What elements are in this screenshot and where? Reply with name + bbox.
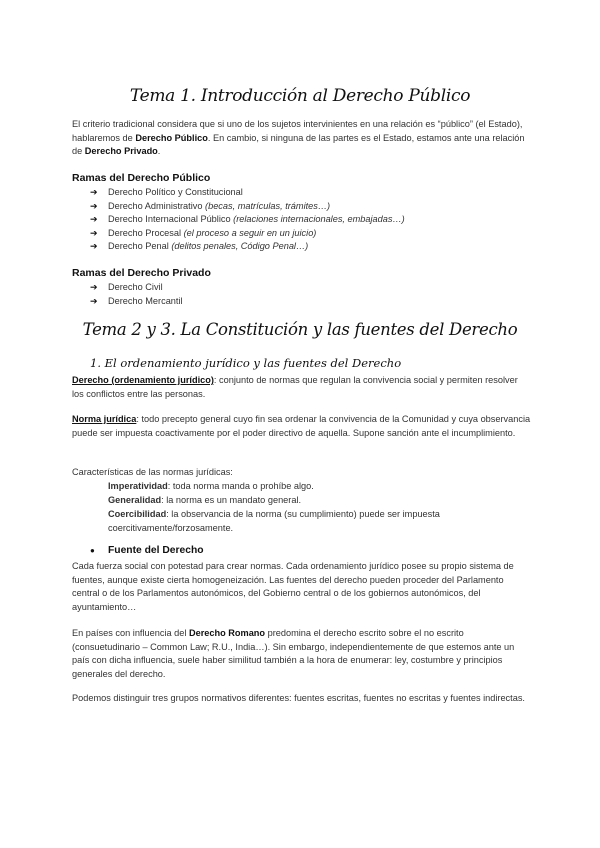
caracteristicas-lead: Características de las normas jurídicas: xyxy=(72,467,233,477)
intro-bold-publico: Derecho Público xyxy=(135,132,208,143)
def-norma xyxy=(72,413,532,440)
intro-bold-privado: Derecho Privado xyxy=(84,146,158,157)
title-tema-1: Tema 1. Introducción al Derecho Público xyxy=(129,86,471,106)
item-note: (el proceso a seguir en un juicio) xyxy=(183,227,317,238)
list-ramas-publico xyxy=(90,186,405,254)
caracteristica-coercibilidad xyxy=(108,508,528,535)
intro-text-c: . En cambio, si ninguna de las partes es el Estado, estamos ante una relación de xyxy=(72,132,525,157)
arrow-icon: ➔ xyxy=(90,200,98,211)
heading-ramas-privado: Ramas del Derecho Privado xyxy=(72,267,211,279)
intro-paragraph xyxy=(72,118,532,159)
p2-text-a: En países con influencia del xyxy=(72,628,189,638)
item-main: Derecho Político y Constitucional xyxy=(108,187,243,197)
list-item xyxy=(90,281,183,295)
bullet-icon: ● xyxy=(90,546,95,555)
list-item xyxy=(90,186,405,200)
item-main: Derecho Procesal xyxy=(108,227,184,238)
term-norma: Norma jurídica xyxy=(72,414,137,424)
term-coercibilidad: Coercibilidad xyxy=(108,509,167,519)
term-derecho: Derecho (ordenamiento jurídico) xyxy=(72,375,214,385)
arrow-icon: ➔ xyxy=(90,214,98,225)
text: : la observancia de la norma (su cumplimiento) puede ser impuesta coercitivamente/forzosamente. xyxy=(108,509,440,533)
fuente-paragraph-1: Cada fuerza social con potestad para crear normas. Cada ordenamiento jurídico posee su propio sistema de fuentes, aunque existe cierta homogeneización. Las fuentes del derecho pueden proceder del Parlamento central o de los Parlamentos autonómicos, del Gobierno central o de los gobiernos autonómicos, del ayuntamiento… xyxy=(72,561,514,612)
arrow-icon: ➔ xyxy=(90,187,98,197)
p2-bold-derecho-romano: Derecho Romano xyxy=(188,628,266,638)
arrow-icon: ➔ xyxy=(90,227,98,238)
item-note: (delitos penales, Código Penal…) xyxy=(171,241,309,252)
item-main: Derecho Administrativo xyxy=(108,200,206,211)
item-main: Derecho Mercantil xyxy=(108,295,183,306)
item-note: (becas, matrículas, trámites…) xyxy=(205,200,331,211)
term-generalidad: Generalidad xyxy=(108,495,162,505)
fuente-heading-text: Fuente del Derecho xyxy=(108,545,204,556)
list-item xyxy=(90,240,405,254)
term-imperatividad: Imperatividad xyxy=(108,481,168,491)
arrow-icon: ➔ xyxy=(90,241,98,252)
item-note: (relaciones internacionales, embajadas…) xyxy=(233,214,405,225)
list-item xyxy=(90,213,405,227)
item-main: Derecho Internacional Público xyxy=(108,214,234,225)
arrow-icon: ➔ xyxy=(90,295,98,306)
list-item xyxy=(90,227,405,241)
list-item xyxy=(90,200,405,214)
heading-fuente-derecho xyxy=(90,545,204,556)
caracteristica-generalidad xyxy=(108,494,528,508)
list-item xyxy=(90,295,183,309)
text: : la norma es un mandato general. xyxy=(161,495,302,505)
list-ramas-privado xyxy=(90,281,183,308)
caracteristica-imperatividad xyxy=(108,480,528,494)
p2-text-c: predomina el derecho escrito sobre el no escrito (consuetudinario – Common Law; R.U., India…). Sin embargo, independientemente de que estemos ante un país con dicha influencia, suele haber similitud también a la hora de enumerar: ley, costumbre y principios generales del derecho. xyxy=(72,628,515,679)
fuente-paragraph-2 xyxy=(72,627,532,681)
def-norma-text: : todo precepto general cuyo fin sea ordenar la convivencia de la Comunidad y cuya observancia puede ser impuesta coactivamente por el poder directivo de aquella. Supone sanción ante el incumplimiento. xyxy=(72,414,531,438)
text: : toda norma manda o prohíbe algo. xyxy=(167,481,314,491)
intro-text-a: El criterio tradicional considera que si uno de los sujetos intervinientes en una relación es “público” (el Estado), hablaremos de xyxy=(72,119,523,143)
section-heading-1: 1. El ordenamiento jurídico y las fuentes del Derecho xyxy=(90,356,402,370)
def-derecho-text: : conjunto de normas que regulan la convivencia social y permiten resolver los conflictos entre las personas. xyxy=(72,375,518,399)
fuente-paragraph-3: Podemos distinguir tres grupos normativos diferentes: fuentes escritas, fuentes no escritas y fuentes indirectas. xyxy=(72,693,525,703)
arrow-icon: ➔ xyxy=(90,282,98,292)
intro-text-e: . xyxy=(157,146,161,157)
heading-ramas-publico: Ramas del Derecho Público xyxy=(72,172,211,184)
def-derecho xyxy=(72,374,532,401)
title-tema-2-3: Tema 2 y 3. La Constitución y las fuentes del Derecho xyxy=(82,320,518,339)
item-main: Derecho Penal xyxy=(108,241,172,252)
item-main: Derecho Civil xyxy=(108,282,163,292)
